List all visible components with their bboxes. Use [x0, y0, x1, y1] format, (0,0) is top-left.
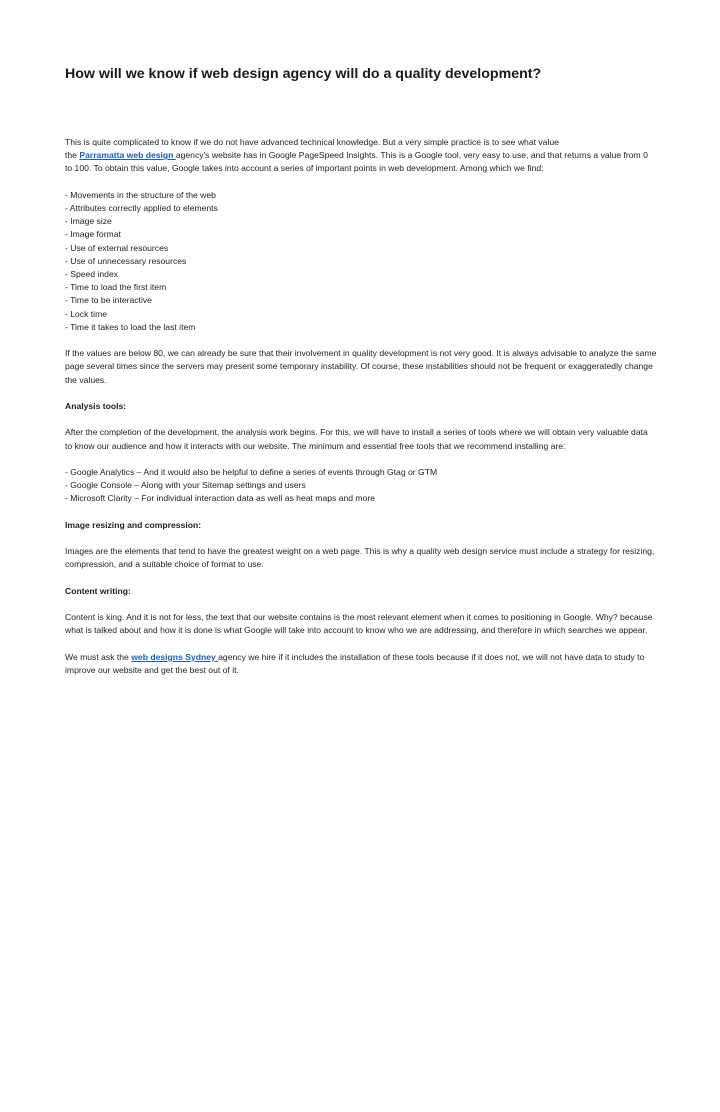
list-item: - Lock time [65, 308, 108, 319]
intro-paragraph [65, 136, 657, 176]
list-item: - Speed index [65, 269, 119, 280]
analysis-paragraph: After the completion of the development, the analysis work begins. For this, we will have to install a series of tools where we will obtain very valuable data to know our audience and how it interacts with our website. The minimum and essential free tools that we recommend installing are: [65, 427, 648, 451]
list-item: - Use of unnecessary resources [65, 255, 187, 266]
list-item: - Google Console – Along with your Sitemap settings and users [65, 480, 306, 491]
list-item: - Time to be interactive [65, 295, 152, 306]
image-resizing-heading: Image resizing and compression: [65, 519, 202, 530]
intro-line-1: This is quite complicated to know if we do not have advanced technical knowledge. But a very simple practice is to see what value [65, 137, 559, 147]
list-item: - Microsoft Clarity – For individual interaction data as well as heat maps and more [65, 493, 375, 504]
intro-text-before-link: the [65, 150, 80, 161]
pagespeed-points-list [65, 189, 657, 334]
analysis-tools-heading: Analysis tools: [65, 401, 127, 412]
analysis-tools-list [65, 466, 657, 506]
parramatta-web-design-link[interactable]: Parramatta web design [79, 150, 176, 161]
closing-text-before-link: We must ask the [65, 651, 132, 662]
document-body [65, 136, 657, 690]
values-paragraph: If the values are below 80, we can already be sure that their involvement in quality development is not very good. It is always advisable to analyze the same page several times since the servers may present some temporary instability. Of course, these instabilities should not be frequent or exaggeratedly change the values. [65, 348, 657, 385]
list-item: - Use of external resources [65, 242, 169, 253]
content-writing-paragraph: Content is king. And it is not for less, the text that our website contains is the most relevant element when it comes to positioning in Google. Why? because what is talked about and how it is done is what Google will take into account to know who we are addressing, and therefore in which searches we appear. [65, 612, 653, 636]
list-item: - Time it takes to load the last item [65, 321, 196, 332]
closing-text-after-link: agency we hire if it includes the installation of these tools because if it does not, we will not have data to study to improve our website and get the best out of it. [65, 651, 645, 675]
image-resizing-paragraph: Images are the elements that tend to have the greatest weight on a web page. This is why a quality web design service must include a strategy for resizing, compression, and a suitable choice of format to use. [65, 546, 655, 570]
web-designs-sydney-link[interactable]: web designs Sydney [131, 651, 219, 662]
closing-paragraph [65, 651, 657, 677]
intro-text-after-link: agency's website has in Google PageSpeed Insights. This is a Google tool, very easy to use, and that returns a value from 0 to 100. To obtain this value, Google takes into account a series of important points in web development. Among which we find: [65, 150, 648, 174]
list-item: - Google Analytics – And it would also be helpful to define a series of events through Gtag or GTM [65, 467, 438, 477]
content-writing-heading: Content writing: [65, 585, 131, 596]
page-title: How will we know if web design agency will do a quality development? [65, 66, 542, 82]
list-item: - Image format [65, 229, 121, 240]
list-item: - Time to load the first item [65, 282, 167, 293]
list-item: - Attributes correctly applied to elements [65, 203, 218, 213]
list-item: - Movements in the structure of the web [65, 189, 216, 200]
list-item: - Image size [65, 216, 112, 227]
